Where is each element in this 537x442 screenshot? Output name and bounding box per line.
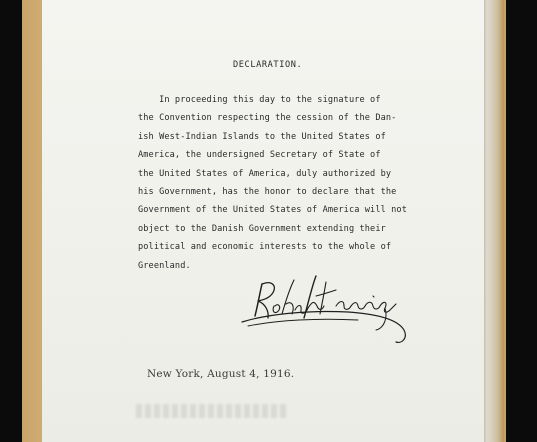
body-line-2: the Convention respecting the cession of the Dan-	[138, 113, 397, 124]
body-line-7: Government of the United States of America will not	[138, 205, 407, 216]
faint-bleed-through	[136, 404, 286, 418]
body-line-1: In proceeding this day to the signature of	[138, 95, 381, 105]
body-line-4: America, the undersigned Secretary of State of	[138, 150, 381, 161]
date-line: New York, August 4, 1916.	[147, 368, 295, 380]
body-line-6: his Government, has the honor to declare that the	[138, 187, 397, 198]
folder-edge	[482, 0, 504, 442]
body-line-3: ish West-Indian Islands to the United States of	[138, 131, 386, 142]
body-line-9: political and economic interests to the whole of	[138, 242, 392, 253]
body-line-8: object to the Danish Government extending their	[138, 223, 386, 234]
body-line-10: Greenland.	[138, 260, 191, 271]
declaration-heading: DECLARATION.	[233, 60, 303, 70]
body-line-5: the United States of America, duly authorized by	[138, 168, 392, 179]
handwritten-signature	[238, 270, 410, 350]
declaration-text	[138, 60, 428, 275]
